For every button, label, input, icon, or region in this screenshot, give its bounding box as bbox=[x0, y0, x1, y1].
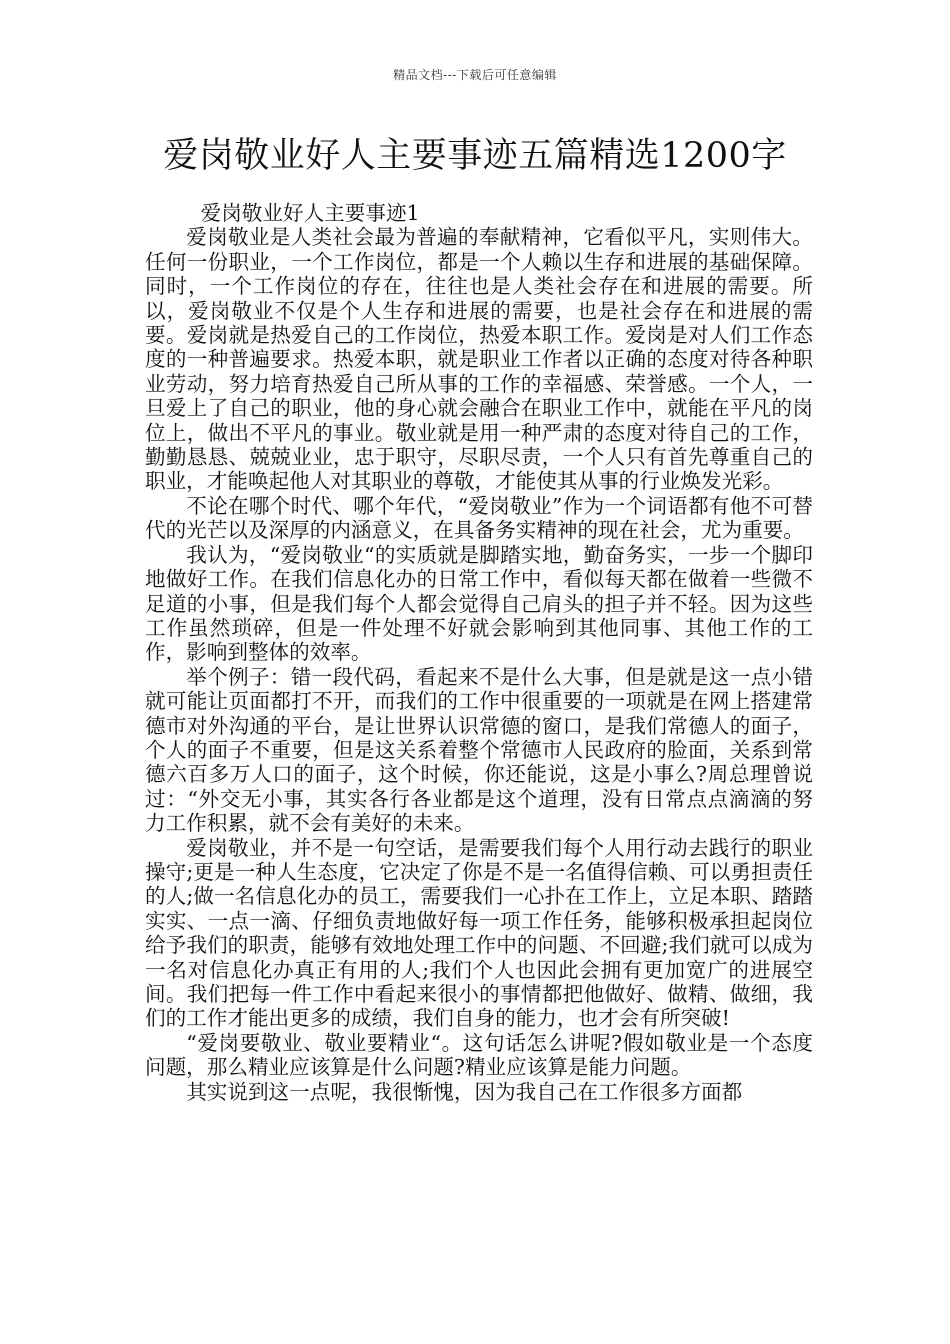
paragraph: “爱岗要敬业、敬业要精业“。这句话怎么讲呢?假如敬业是一个态度问题，那么精业应该算是什么问题?精业应该算是能力问题。 bbox=[145, 1030, 813, 1080]
section-heading: 爱岗敬业好人主要事迹1 bbox=[200, 201, 420, 225]
document-title: 爱岗敬业好人主要事迹五篇精选1200字 bbox=[163, 136, 787, 176]
paragraph: 我认为，“爱岗敬业“的实质就是脚踏实地，勤奋务实，一步一个脚印地做好工作。在我们信息化办的日常工作中，看似每天都在做着一些微不足道的小事，但是我们每个人都会觉得自己肩头的担子并不轻。因为这些工作虽然琐碎，但是一件处理不好就会影响到其他同事、其他工作的工作，影响到整体的效率。 bbox=[145, 542, 813, 665]
document-body bbox=[145, 201, 813, 1104]
paragraph: 举个例子：错一段代码，看起来不是什么大事，但是就是这一点小错就可能让页面都打不开，而我们的工作中很重要的一项就是在网上搭建常德市对外沟通的平台，是让世界认识常德的窗口，是我们常德人的面子，个人的面子不重要，但是这关系着整个常德市人民政府的脸面，关系到常德六百多万人口的面子，这个时候，你还能说，这是小事么?周总理曾说过：“外交无小事，其实各行各业都是这个道理，没有日常点点滴滴的努力工作积累，就不会有美好的未来。 bbox=[145, 664, 813, 836]
paragraph: 不论在哪个时代、哪个年代，“爱岗敬业”作为一个词语都有他不可替代的光芒以及深厚的内涵意义，在具备务实精神的现在社会，尤为重要。 bbox=[145, 493, 813, 543]
header-note: 精品文档---下载后可任意编辑 bbox=[393, 68, 557, 82]
paragraph: 其实说到这一点呢，我很惭愧，因为我自己在工作很多方面都 bbox=[186, 1079, 743, 1104]
paragraph: 爱岗敬业是人类社会最为普遍的奉献精神，它看似平凡，实则伟大。任何一份职业，一个工作岗位，都是一个人赖以生存和进展的基础保障。同时，一个工作岗位的存在，往往也是人类社会存在和进展的需要。所以，爱岗敬业不仅是个人生存和进展的需要，也是社会存在和进展的需要。爱岗就是热爱自己的工作岗位，热爱本职工作。爱岗是对人们工作态度的一种普遍要求。热爱本职，就是职业工作者以正确的态度对待各种职业劳动，努力培育热爱自己所从事的工作的幸福感、荣誉感。一个人，一旦爱上了自己的职业，他的身心就会融合在职业工作中，就能在平凡的岗位上，做出不平凡的事业。敬业就是用一种严肃的态度对待自己的工作，勤勤恳恳、兢兢业业，忠于职守，尽职尽责，一个人只有首先尊重自己的职业，才能唤起他人对其职业的尊敬，才能使其从事的行业焕发光彩。 bbox=[145, 225, 813, 494]
paragraph: 爱岗敬业，并不是一句空话，是需要我们每个人用行动去践行的职业操守;更是一种人生态度，它决定了你是不是一名值得信赖、可以勇担责任的人;做一名信息化办的员工，需要我们一心扑在工作上，立足本职、踏踏实实、一点一滴、仔细负责地做好每一项工作任务，能够积极承担起岗位给予我们的职责，能够有效地处理工作中的问题、不回避;我们就可以成为一名对信息化办真正有用的人;我们个人也因此会拥有更加宽广的进展空间。我们把每一件工作中看起来很小的事情都把他做好、做精、做细，我们的工作才能出更多的成绩，我们自身的能力，也才会有所突破! bbox=[145, 835, 813, 1031]
